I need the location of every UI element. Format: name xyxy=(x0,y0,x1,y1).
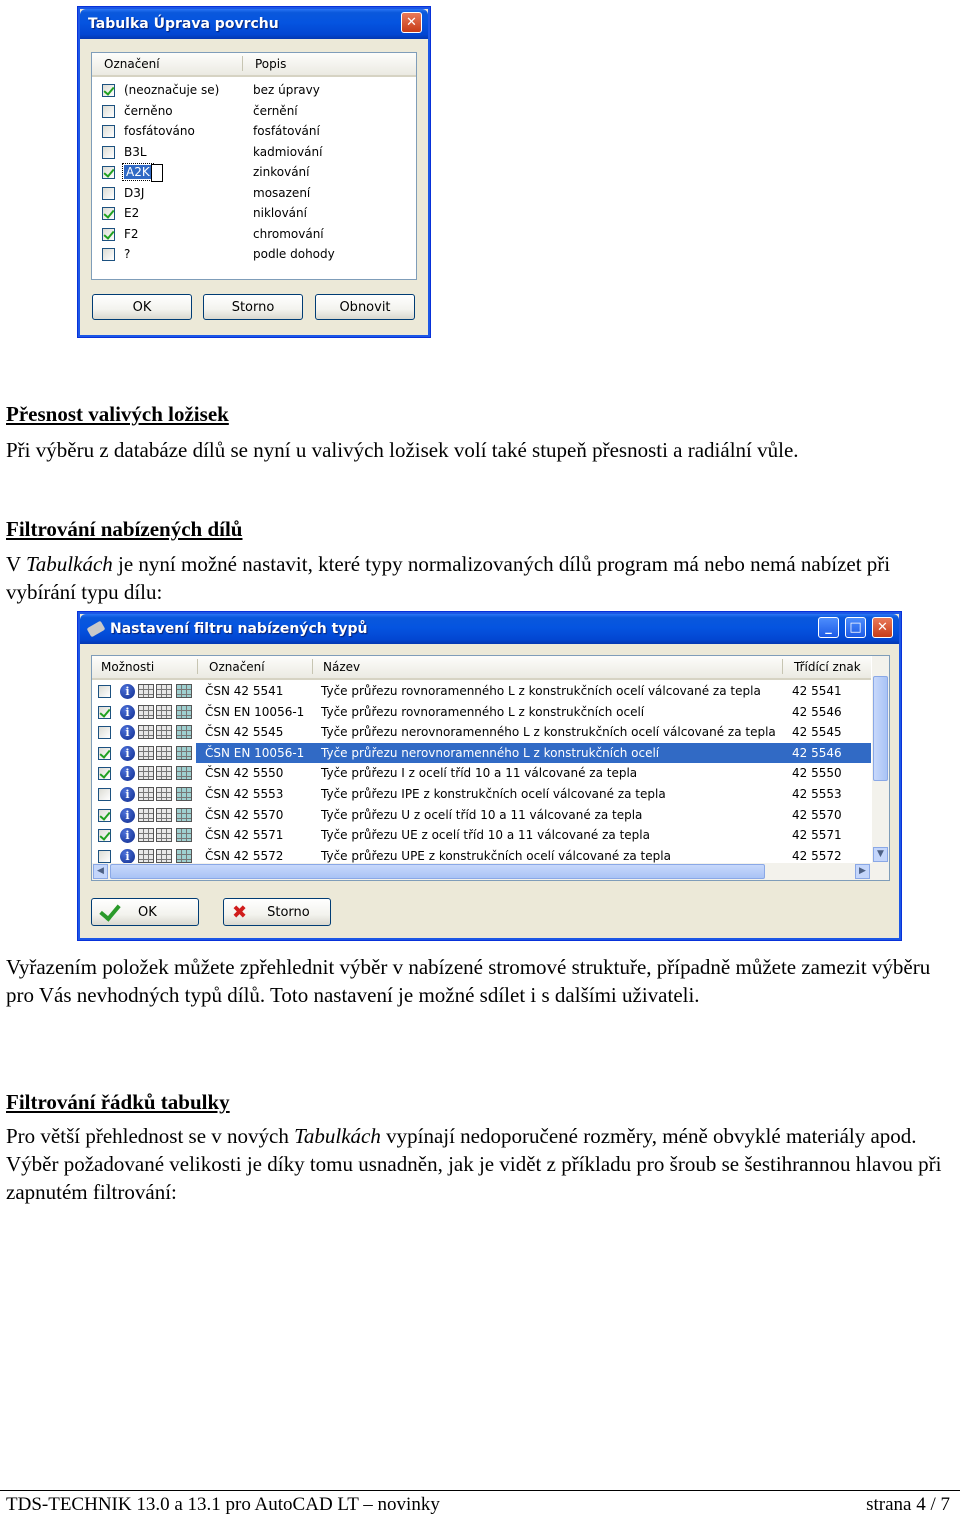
info-icon[interactable]: i xyxy=(120,684,135,699)
section-heading-table-row-filter: Filtrování řádků tabulky xyxy=(6,1090,230,1114)
row-code: D3J xyxy=(124,185,145,200)
section-heading-offered-parts-filter: Filtrování nabízených dílů xyxy=(6,517,243,541)
ok-button[interactable]: OK xyxy=(92,294,192,320)
row-name: Tyče průřezu IPE z konstrukčních ocelí válcované za tepla xyxy=(321,787,666,801)
section-text-filter-benefits: Vyřazením položek můžete zpřehlednit výběr v nabízené stromové struktuře, případně můžete zamezit výběru pro Vás nevhodných typů dílů. Toto nastavení je možné sdílet i s dalšími uživateli. xyxy=(6,955,931,1007)
row-checkbox[interactable] xyxy=(98,829,111,842)
horizontal-scrollbar[interactable] xyxy=(92,863,889,880)
row-sort-key: 42 5572 xyxy=(792,848,842,863)
row-description: niklování xyxy=(253,206,307,220)
row-description: bez úpravy xyxy=(253,83,320,97)
row-checkbox[interactable] xyxy=(102,187,115,200)
table-grid-icon[interactable] xyxy=(156,725,172,739)
row-description: černění xyxy=(253,103,298,118)
row-code: fosfátováno xyxy=(124,124,195,138)
table-row[interactable] xyxy=(92,743,871,763)
column-header-code[interactable]: Označení xyxy=(104,57,160,71)
part-types-list[interactable] xyxy=(91,655,890,881)
table-grid-icon[interactable] xyxy=(156,705,172,719)
table-grid-icon[interactable] xyxy=(138,766,154,780)
footer-left: TDS-TECHNIK 13.0 a 13.1 pro AutoCAD LT – novinky xyxy=(6,1494,440,1515)
row-code: ČSN 42 5553 xyxy=(205,787,284,801)
calculator-icon[interactable] xyxy=(176,746,192,760)
close-icon[interactable]: ✕ xyxy=(872,617,893,638)
list-item[interactable] xyxy=(92,163,416,183)
row-checkbox[interactable] xyxy=(98,685,111,698)
row-sort-key: 42 5570 xyxy=(792,807,842,822)
row-code: ČSN 42 5570 xyxy=(205,807,284,822)
row-checkbox[interactable] xyxy=(98,747,111,760)
table-row[interactable] xyxy=(92,784,871,804)
section-heading-bearing-precision: Přesnost valivých ložisek xyxy=(6,402,229,426)
calculator-icon[interactable] xyxy=(176,828,192,842)
row-code: ČSN 42 5572 xyxy=(205,848,284,863)
row-code: ČSN 42 5545 xyxy=(205,725,284,740)
row-description: kadmiování xyxy=(253,144,323,159)
table-row[interactable] xyxy=(92,805,871,825)
table-grid-icon[interactable] xyxy=(138,725,154,739)
table-grid-icon[interactable] xyxy=(138,787,154,801)
cancel-label: Storno xyxy=(267,904,310,920)
table-row[interactable] xyxy=(92,681,871,701)
calculator-icon[interactable] xyxy=(176,787,192,801)
info-icon[interactable]: i xyxy=(120,725,135,740)
maximize-icon[interactable]: □ xyxy=(845,617,866,638)
row-checkbox[interactable] xyxy=(102,146,115,159)
row-description: podle dohody xyxy=(253,247,335,261)
list-item[interactable] xyxy=(92,81,416,101)
dialog-title: Tabulka Úprava povrchu xyxy=(88,16,279,32)
row-sort-key: 42 5546 xyxy=(792,745,842,760)
row-sort-key: 42 5571 xyxy=(792,828,842,843)
list-item[interactable] xyxy=(92,225,416,245)
offered-types-filter-dialog xyxy=(77,611,902,941)
row-checkbox[interactable] xyxy=(102,105,115,118)
scroll-right-icon[interactable]: ▶ xyxy=(855,864,870,879)
calculator-icon[interactable] xyxy=(176,766,192,780)
minimize-icon[interactable]: _ xyxy=(818,617,839,638)
dialog-title-bar xyxy=(80,614,899,644)
row-code: A2K xyxy=(126,165,150,179)
row-checkbox[interactable] xyxy=(98,767,111,780)
column-header-description[interactable]: Popis xyxy=(255,57,287,71)
footer-page-number: strana 4 / 7 xyxy=(866,1494,950,1515)
row-description: zinkování xyxy=(253,165,310,179)
row-name: Tyče průřezu UPE z konstrukčních ocelí válcované za tepla xyxy=(321,848,671,863)
table-grid-icon[interactable] xyxy=(156,808,172,822)
row-sort-key: 42 5553 xyxy=(792,787,842,801)
row-sort-key: 42 5545 xyxy=(792,725,842,740)
row-description: chromování xyxy=(253,226,324,241)
footer-divider xyxy=(0,1490,960,1491)
row-checkbox[interactable] xyxy=(98,726,111,739)
table-grid-icon[interactable] xyxy=(156,766,172,780)
scroll-thumb-horizontal[interactable] xyxy=(110,864,765,879)
checkmark-icon xyxy=(99,899,120,921)
scroll-thumb[interactable] xyxy=(873,676,888,781)
row-checkbox[interactable] xyxy=(102,84,115,97)
row-checkbox[interactable] xyxy=(98,809,111,822)
info-icon[interactable]: i xyxy=(120,808,135,823)
row-sort-key: 42 5541 xyxy=(792,684,842,698)
row-description: fosfátování xyxy=(253,124,320,138)
info-icon[interactable]: i xyxy=(120,828,135,843)
row-code: ČSN 42 5550 xyxy=(205,766,284,781)
row-code: ČSN 42 5541 xyxy=(205,684,284,698)
refresh-button[interactable]: Obnovit xyxy=(315,294,415,320)
list-header xyxy=(92,656,871,680)
table-grid-icon[interactable] xyxy=(138,808,154,822)
row-name: Tyče průřezu nerovnoramenného L z konstrukčních ocelí xyxy=(321,745,660,760)
calculator-icon[interactable] xyxy=(176,684,192,698)
table-grid-icon[interactable] xyxy=(156,684,172,698)
info-icon[interactable]: i xyxy=(120,766,135,781)
column-header-name[interactable]: Název xyxy=(323,660,361,674)
ok-button[interactable] xyxy=(91,898,199,926)
row-name: Tyče průřezu rovnoramenného L z konstrukčních ocelí válcované za tepla xyxy=(321,684,761,698)
column-header-sort-key[interactable]: Třídící znak xyxy=(794,660,861,674)
table-grid-icon[interactable] xyxy=(138,828,154,842)
row-checkbox[interactable] xyxy=(102,166,115,179)
table-grid-icon[interactable] xyxy=(138,849,154,863)
row-name: Tyče průřezu UE z ocelí tříd 10 a 11 válcované za tepla xyxy=(321,828,650,843)
row-code: (neoznačuje se) xyxy=(124,83,220,97)
row-sort-key: 42 5550 xyxy=(792,766,842,781)
table-row[interactable] xyxy=(92,825,871,845)
wrench-icon xyxy=(87,621,106,638)
row-name: Tyče průřezu I z ocelí tříd 10 a 11 válcované za tepla xyxy=(321,766,638,781)
row-code: černěno xyxy=(124,103,173,118)
calculator-icon[interactable] xyxy=(176,849,192,863)
row-code: B3L xyxy=(124,144,147,159)
column-header-code[interactable]: Označení xyxy=(209,660,265,674)
list-item[interactable] xyxy=(92,102,416,122)
list-item[interactable] xyxy=(92,204,416,224)
table-row[interactable] xyxy=(92,722,871,742)
table-grid-icon[interactable] xyxy=(156,828,172,842)
column-header-options[interactable]: Možnosti xyxy=(101,660,155,674)
calculator-icon[interactable] xyxy=(176,725,192,739)
row-checkbox[interactable] xyxy=(102,125,115,138)
info-icon[interactable]: i xyxy=(120,746,135,761)
edit-cursor-box[interactable] xyxy=(151,164,163,182)
surface-treatment-dialog xyxy=(77,6,431,338)
dialog-title-bar xyxy=(80,9,428,39)
section-text-offered-parts-filter: V Tabulkách je nyní možné nastavit, které typy normalizovaných dílů program má nebo nemá nabízet při vybírání typu dílu: xyxy=(6,552,891,604)
row-name: Tyče průřezu rovnoramenného L z konstrukčních ocelí xyxy=(321,704,645,719)
table-grid-icon[interactable] xyxy=(156,849,172,863)
calculator-icon[interactable] xyxy=(176,705,192,719)
row-code: ČSN EN 10056-1 xyxy=(205,745,305,760)
row-code: F2 xyxy=(124,226,139,241)
surface-treatment-list[interactable] xyxy=(91,52,417,280)
row-description: mosazení xyxy=(253,185,311,200)
close-icon[interactable]: ✕ xyxy=(401,12,422,33)
row-name: Tyče průřezu nerovnoramenného L z konstrukčních ocelí válcované za tepla xyxy=(321,725,776,740)
scroll-down-icon[interactable]: ▼ xyxy=(873,847,888,862)
calculator-icon[interactable] xyxy=(176,808,192,822)
cancel-button[interactable]: Storno xyxy=(203,294,303,320)
table-grid-icon[interactable] xyxy=(138,684,154,698)
row-name: Tyče průřezu U z ocelí tříd 10 a 11 válcované za tepla xyxy=(321,807,643,822)
table-grid-icon[interactable] xyxy=(156,746,172,760)
table-grid-icon[interactable] xyxy=(138,705,154,719)
list-header xyxy=(92,53,416,77)
row-checkbox[interactable] xyxy=(98,850,111,863)
row-checkbox[interactable] xyxy=(98,788,111,801)
list-item[interactable] xyxy=(92,143,416,163)
table-grid-icon[interactable] xyxy=(156,787,172,801)
row-code: ČSN 42 5571 xyxy=(205,828,284,843)
section-text-bearing-precision: Při výběru z databáze dílů se nyní u valivých ložisek volí také stupeň přesnosti a radiální vůle. xyxy=(6,438,799,462)
row-checkbox[interactable] xyxy=(102,248,115,261)
list-item[interactable] xyxy=(92,245,416,265)
ok-label: OK xyxy=(138,904,157,920)
row-code: E2 xyxy=(124,206,140,220)
dialog-title: Nastavení filtru nabízených typů xyxy=(110,621,368,637)
cancel-button[interactable] xyxy=(223,898,331,926)
row-checkbox[interactable] xyxy=(102,207,115,220)
table-row[interactable] xyxy=(92,763,871,783)
row-code: ČSN EN 10056-1 xyxy=(205,704,305,719)
info-icon[interactable]: i xyxy=(120,849,135,864)
list-item[interactable] xyxy=(92,184,416,204)
row-sort-key: 42 5546 xyxy=(792,704,842,719)
row-checkbox[interactable] xyxy=(102,228,115,241)
info-icon[interactable]: i xyxy=(120,787,135,802)
info-icon[interactable]: i xyxy=(120,705,135,720)
row-checkbox[interactable] xyxy=(98,706,111,719)
table-grid-icon[interactable] xyxy=(138,746,154,760)
scroll-left-icon[interactable]: ◀ xyxy=(93,864,108,879)
vertical-scrollbar[interactable] xyxy=(872,656,889,863)
table-row[interactable] xyxy=(92,702,871,722)
cross-icon: ✖ xyxy=(232,901,248,923)
row-code: ? xyxy=(124,247,131,261)
list-item[interactable] xyxy=(92,122,416,142)
section-text-table-row-filter: Pro větší přehlednost se v nových Tabulkách vypínají nedoporučené rozměry, méně obvyklé materiály apod. Výběr požadované velikosti je díky tomu usnadněn, jak je vidět z příkladu pro šroub se šestihrannou hlavou při zapnutém filtrování: xyxy=(6,1124,942,1204)
